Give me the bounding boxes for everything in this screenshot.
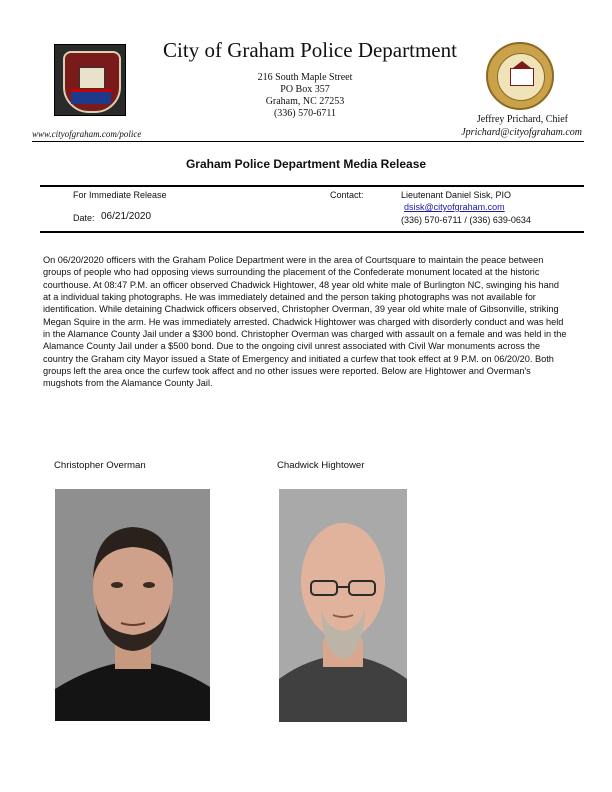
release-title: Graham Police Department Media Release	[185, 157, 427, 171]
chief-name: Jeffrey Prichard, Chief	[476, 114, 568, 125]
flag-icon	[71, 89, 111, 104]
address-line: Graham, NC 27253	[265, 96, 345, 107]
contact-label: Contact:	[330, 190, 364, 200]
photo-caption: Chadwick Hightower	[277, 460, 365, 471]
header-divider	[32, 141, 584, 142]
contact-phone: (336) 570-6711 / (336) 639-0634	[401, 215, 531, 225]
courthouse-icon	[79, 67, 105, 89]
mugshot-photo	[279, 489, 407, 722]
date-value: 06/21/2020	[101, 211, 152, 222]
address-line: 216 South Maple Street	[257, 72, 353, 83]
immediate-release-label: For Immediate Release	[73, 190, 167, 200]
department-title: City of Graham Police Department	[163, 38, 457, 62]
city-seal-logo	[486, 42, 554, 110]
address-line: PO Box 357	[280, 84, 330, 95]
mugshot-photo	[55, 489, 210, 721]
photo-caption: Christopher Overman	[54, 460, 146, 471]
courthouse-icon	[510, 68, 534, 86]
release-body: On 06/20/2020 officers with the Graham Police Department were in the area of Courtsquare to maintain the peace between groups of people who had opposing views surrounding the placement of the Confederate monument located at the historic courthouse. At 08:47 P.M. an officer observed Chadwick Hightower, 48 year old white male of Burlington NC, swinging his hand at a individual taking photographs. He was immediately detained and the person taking photographs was not available for identification. While detaining Chadwick officers observed, Christopher Overman, 39 year old white male of Gibsonville, striking Megan Squire in the arm. He was immediately arrested. Chadwick Hightower was charged with disorderly conduct and was held in the Alamance County Jail under a $300 bond. Christopher Overman was charged with assault on a female and was held in the Alamance County Jail under a $500 bond. Due to the ongoing civil unrest associated with Civil War monuments across the country the Graham city Mayor issued a State of Emergency and initiated a curfew that took effect at 9 P.M. on 06/20/20. Both groups left the area once the curfew took affect and no other issues were reported. Below are Hightower and Overman's mugshots from the Alamance County Jail.	[43, 255, 567, 389]
police-patch-logo	[54, 44, 126, 116]
seal-inner	[497, 53, 545, 101]
address-line: (336) 570-6711	[273, 108, 337, 119]
date-label: Date:	[73, 213, 95, 223]
contact-name: Lieutenant Daniel Sisk, PIO	[401, 190, 512, 200]
address-block	[230, 72, 380, 120]
website-link[interactable]: www.cityofgraham.com/police	[32, 129, 142, 139]
patch-shape	[63, 51, 121, 113]
contact-email-link[interactable]: dsisk@cityofgraham.com	[404, 202, 505, 212]
chief-email-link[interactable]: Jprichard@cityofgraham.com	[461, 127, 582, 138]
